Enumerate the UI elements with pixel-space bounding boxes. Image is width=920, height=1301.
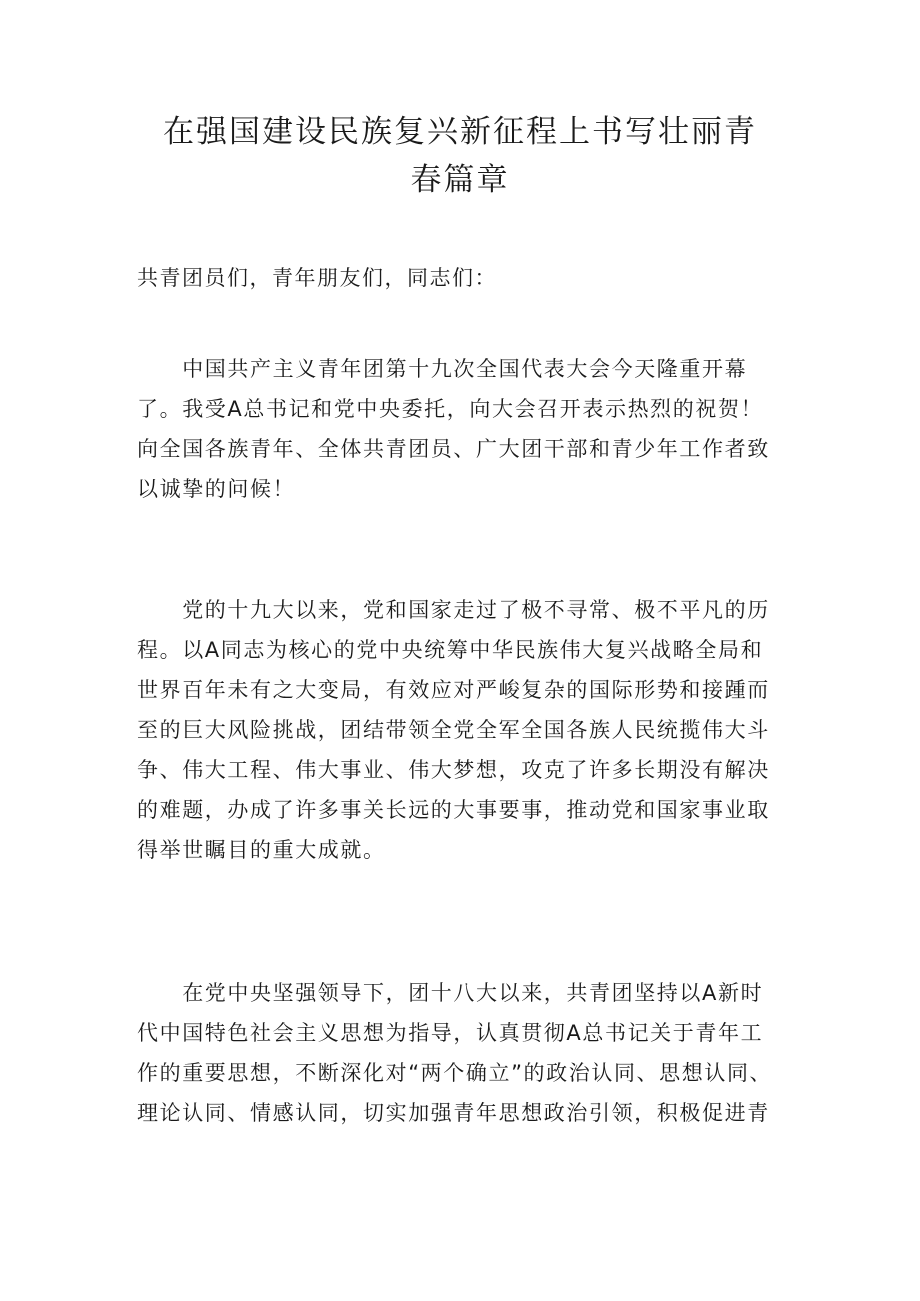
paragraph-line: 向全国各族青年、全体共青团员、广大团干部和青少年工作者致 bbox=[137, 437, 770, 461]
paragraph-line: 争、伟大工程、伟大事业、伟大梦想，攻克了许多长期没有解决 bbox=[137, 758, 770, 782]
paragraph-line: 了。我受A总书记和党中央委托，向大会召开表示热烈的祝贺！ bbox=[137, 397, 764, 421]
paragraph-3 bbox=[137, 973, 791, 1133]
paragraph-line: 中国共产主义青年团第十九次全国代表大会今天隆重开幕 bbox=[137, 357, 748, 381]
paragraph-line: 理论认同、情感认同，切实加强青年思想政治引领，积极促进青 bbox=[137, 1101, 770, 1125]
paragraph-line: 代中国特色社会主义思想为指导，认真贯彻A总书记关于青年工 bbox=[137, 1021, 764, 1045]
salutation: 共青团员们，青年朋友们，同志们： bbox=[137, 266, 497, 290]
paragraph-line: 世界百年未有之大变局，有效应对严峻复杂的国际形势和接踵而 bbox=[137, 678, 770, 702]
paragraph-line: 至的巨大风险挑战，团结带领全党全军全国各族人民统揽伟大斗 bbox=[137, 718, 770, 742]
paragraph-2 bbox=[137, 590, 791, 870]
title-line: 春篇章 bbox=[410, 162, 510, 198]
paragraph-line: 以诚挚的问候！ bbox=[137, 477, 296, 501]
paragraph-line: 作的重要思想，不断深化对“两个确立”的政治认同、思想认同、 bbox=[137, 1061, 773, 1085]
paragraph-line: 党的十九大以来，党和国家走过了极不寻常、极不平凡的历 bbox=[137, 598, 770, 622]
paragraph-line: 程。以A同志为核心的党中央统筹中华民族伟大复兴战略全局和 bbox=[137, 638, 764, 662]
document-title bbox=[140, 108, 780, 204]
title-line: 在强国建设民族复兴新征程上书写壮丽青 bbox=[163, 114, 757, 150]
paragraph-line: 得举世瞩目的重大成就。 bbox=[137, 838, 386, 862]
paragraph-line: 的难题，办成了许多事关长远的大事要事，推动党和国家事业取 bbox=[137, 798, 770, 822]
paragraph-1 bbox=[137, 349, 791, 509]
paragraph-line: 在党中央坚强领导下，团十八大以来，共青团坚持以A新时 bbox=[137, 981, 764, 1005]
